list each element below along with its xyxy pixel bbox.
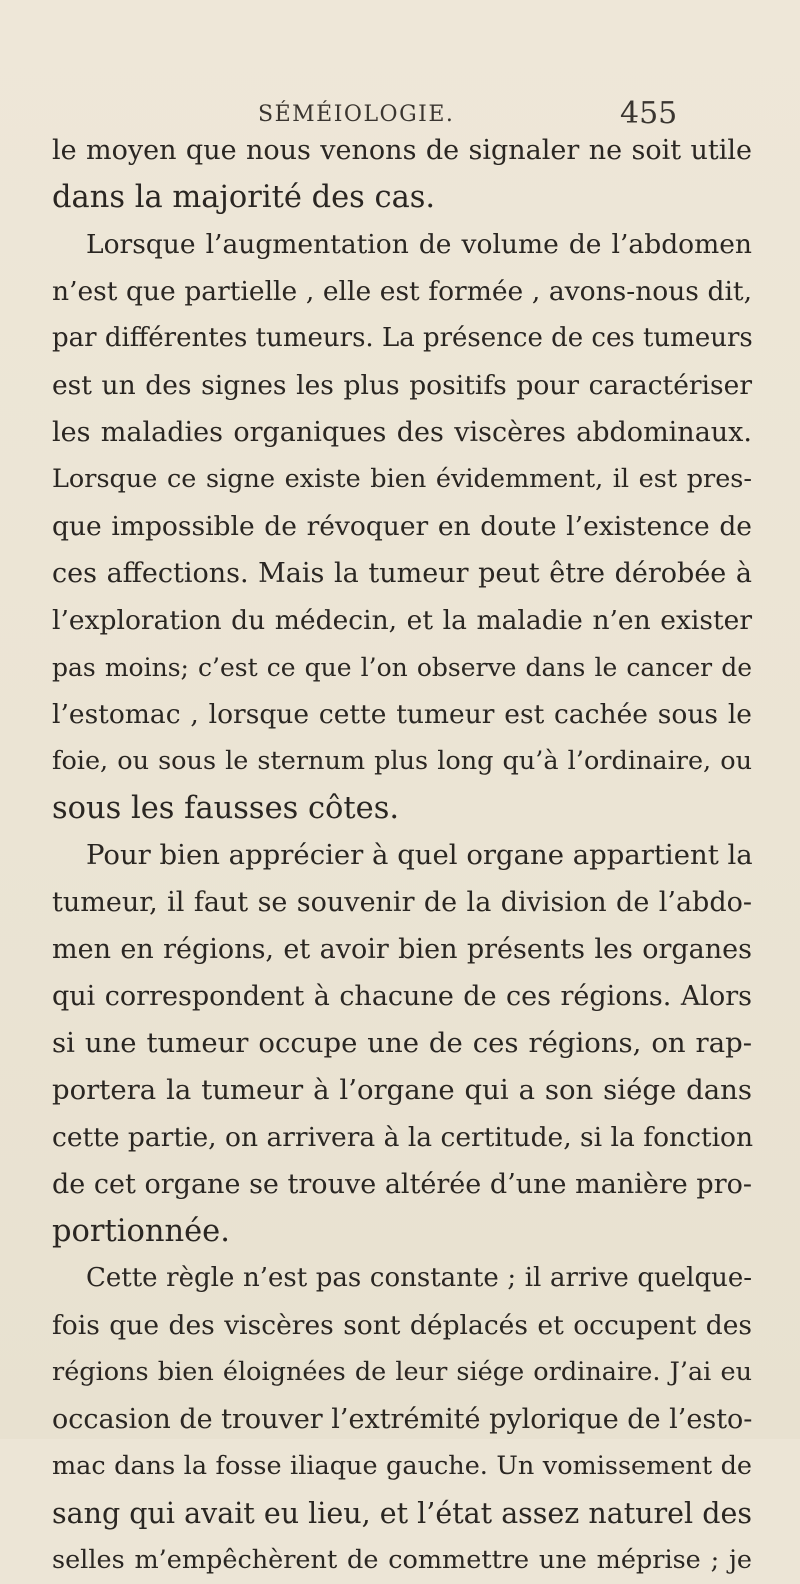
text-line: qui correspondent à chacune de ces régions. Alors [52, 981, 752, 1012]
text-line: que impossible de révoquer en doute l’existence de [52, 511, 752, 542]
text-line: l’estomac , lorsque cette tumeur est cachée sous le [52, 699, 752, 730]
text-line: de cet organe se trouve altérée d’une manière pro- [52, 1169, 752, 1200]
text-line: l’exploration du médecin, et la maladie n’en exister [52, 605, 752, 636]
body-text [52, 127, 752, 1584]
text-line: dans la majorité des cas. [52, 180, 436, 215]
text-line: ces affections. Mais la tumeur peut être dérobée à [52, 558, 752, 589]
text-line: cette partie, on arrivera à la certitude, si la fonction [52, 1122, 754, 1153]
text-line: fois que des viscères sont déplacés et occupent des [52, 1310, 752, 1341]
page-number: 455 [620, 96, 678, 131]
text-line: le moyen que nous venons de signaler ne soit utile [52, 135, 752, 166]
text-line: mac dans la fosse iliaque gauche. Un vomissement de [52, 1451, 752, 1481]
text-line: occasion de trouver l’extrémité pylorique de l’esto- [52, 1404, 753, 1435]
text-line: Lorsque ce signe existe bien évidemment, il est pres- [52, 464, 752, 494]
text-line: portionnée. [52, 1214, 230, 1249]
text-line: pas moins; c’est ce que l’on observe dans le cancer de [52, 653, 752, 682]
text-line: n’est que partielle , elle est formée , avons-nous dit, [52, 276, 752, 307]
text-line: les maladies organiques des viscères abdominaux. [52, 417, 752, 448]
text-line: régions bien éloignées de leur siége ordinaire. J’ai eu [52, 1357, 752, 1387]
text-line: tumeur, il faut se souvenir de la division de l’abdo- [52, 887, 752, 918]
text-line: est un des signes les plus positifs pour caractériser [52, 370, 752, 401]
text-line: si une tumeur occupe une de ces régions, on rap- [52, 1027, 752, 1059]
text-line: Cette règle n’est pas constante ; il arrive quelque- [86, 1263, 752, 1293]
text-line: Lorsque l’augmentation de volume de l’abdomen [86, 229, 752, 260]
text-line: par différentes tumeurs. La présence de ces tumeurs [52, 323, 753, 353]
text-line: men en régions, et avoir bien présents les organes [52, 934, 752, 965]
running-title: SÉMÉIOLOGIE. [258, 102, 455, 127]
text-line: sous les fausses côtes. [52, 791, 400, 826]
text-line: sang qui avait eu lieu, et l’état assez naturel des [52, 1497, 752, 1530]
text-line: foie, ou sous le sternum plus long qu’à l’ordinaire, ou [52, 746, 752, 776]
text-line: portera la tumeur à l’organe qui a son siége dans [52, 1074, 752, 1106]
text-line: selles m’empêchèrent de commettre une méprise ; je [52, 1545, 752, 1575]
text-line: Pour bien apprécier à quel organe appartient la [86, 839, 753, 871]
